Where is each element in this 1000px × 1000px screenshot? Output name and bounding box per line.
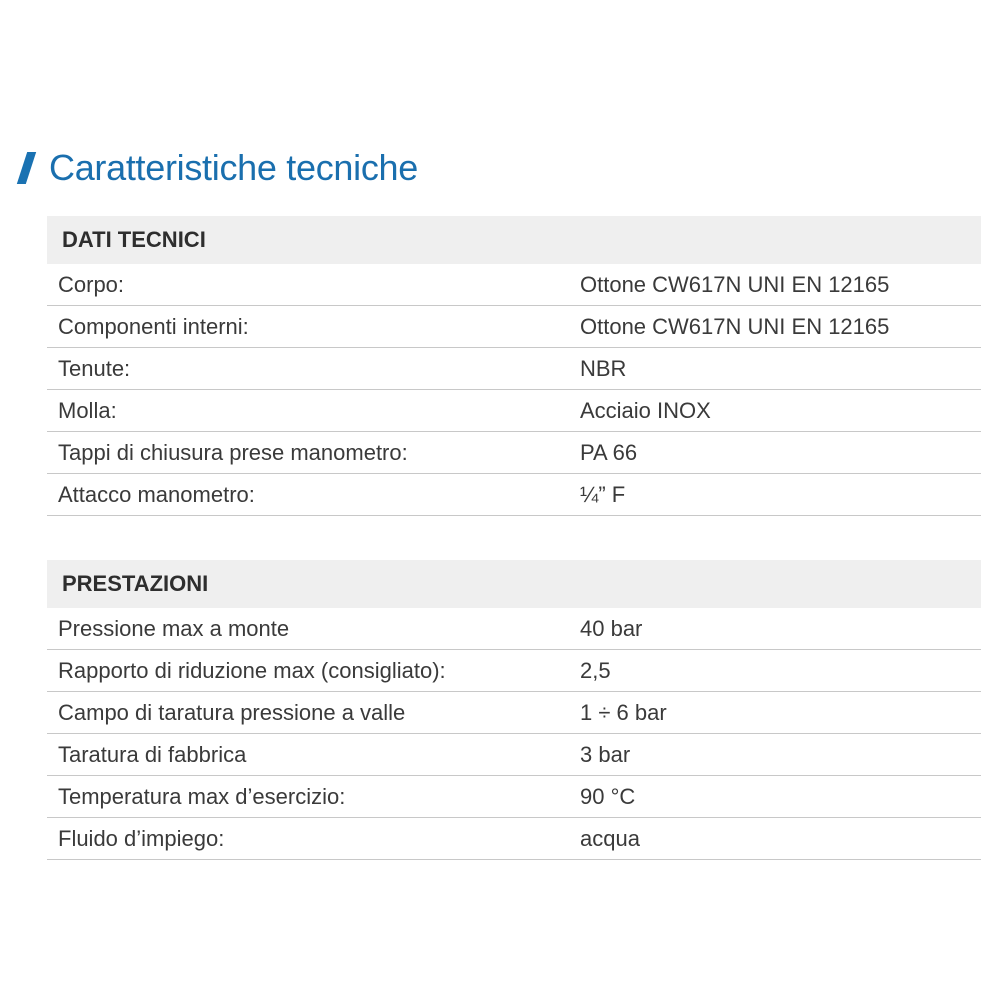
- row-value: Ottone CW617N UNI EN 12165: [580, 271, 890, 297]
- dati-tecnici-header: DATI TECNICI: [47, 216, 981, 264]
- table-row: [47, 348, 981, 390]
- row-value: Ottone CW617N UNI EN 12165: [580, 313, 890, 339]
- row-label: Corpo:: [58, 271, 125, 297]
- row-label: Tenute:: [58, 355, 131, 381]
- row-value: 1 ÷ 6 bar: [580, 699, 667, 725]
- dati-tecnici-table: [47, 216, 981, 516]
- row-label: Molla:: [58, 397, 117, 423]
- table-row: [47, 474, 981, 516]
- row-value: PA 66: [580, 439, 638, 465]
- table-row: [47, 650, 981, 692]
- row-label: Attacco manometro:: [58, 481, 255, 507]
- row-value: 3 bar: [580, 741, 631, 767]
- row-label: Fluido d’impiego:: [58, 825, 225, 851]
- row-value: NBR: [580, 355, 627, 381]
- table-row: [47, 776, 981, 818]
- page-title-text: Caratteristiche tecniche: [49, 147, 418, 188]
- row-value: acqua: [580, 825, 640, 851]
- row-value: 2,5: [580, 657, 611, 683]
- table-row: [47, 692, 981, 734]
- table-row: [47, 264, 981, 306]
- row-label: Tappi di chiusura prese manometro:: [58, 439, 408, 465]
- row-label: Rapporto di riduzione max (consigliato):: [58, 657, 446, 683]
- row-value: 40 bar: [580, 615, 643, 641]
- row-value: Acciaio INOX: [580, 397, 711, 423]
- row-value: ¼” F: [580, 481, 626, 507]
- row-value: 90 °C: [580, 783, 636, 809]
- table-row: [47, 608, 981, 650]
- table-row: [47, 734, 981, 776]
- row-label: Taratura di fabbrica: [58, 741, 247, 767]
- table-row: [47, 818, 981, 860]
- prestazioni-table: [47, 560, 981, 860]
- prestazioni-header: PRESTAZIONI: [47, 560, 981, 608]
- page-title: [18, 146, 418, 190]
- table-row: [47, 306, 981, 348]
- row-label: Campo di taratura pressione a valle: [58, 699, 406, 725]
- slash-accent-icon: [17, 152, 36, 184]
- table-row: [47, 390, 981, 432]
- table-row: [47, 432, 981, 474]
- row-label: Componenti interni:: [58, 313, 249, 339]
- row-label: Pressione max a monte: [58, 615, 290, 641]
- row-label: Temperatura max d’esercizio:: [58, 783, 346, 809]
